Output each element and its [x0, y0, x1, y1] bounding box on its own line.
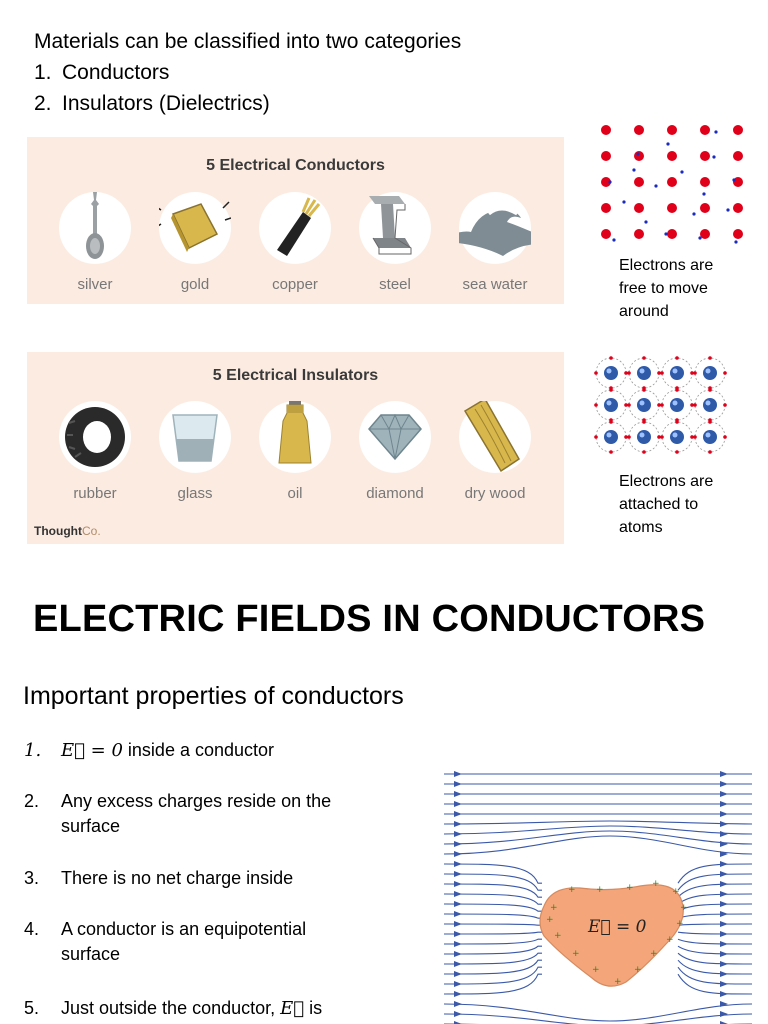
bound-electron — [708, 356, 712, 360]
insulator-note — [619, 470, 713, 539]
insulator-label: diamond — [366, 485, 424, 502]
conductor-item-steel — [345, 192, 445, 293]
field-arrow-right — [720, 881, 728, 887]
field-arrow-right — [720, 891, 728, 897]
field-arrow-right — [720, 911, 728, 917]
insulator-item-rubber — [45, 401, 145, 502]
surface-charge: + — [568, 885, 576, 895]
property-number: 4. — [24, 919, 40, 939]
intro-item-1 — [34, 57, 461, 88]
note-line: free to move — [619, 280, 708, 297]
atom-nucleus — [703, 430, 717, 444]
electron-dot — [664, 232, 667, 235]
conductors-title: 5 Electrical Conductors — [206, 157, 385, 174]
field-arrow-right — [720, 921, 728, 927]
bound-electron — [642, 388, 646, 392]
bound-electron — [723, 371, 727, 375]
field-arrow-right — [720, 801, 728, 807]
electron-dot — [702, 192, 705, 195]
bound-electron — [693, 403, 697, 407]
field-arrow-left — [454, 881, 462, 887]
electron-dot — [644, 220, 647, 223]
copper-wire-icon — [259, 192, 331, 264]
section-subheading: Important properties of conductors — [23, 682, 404, 710]
electron-dot — [666, 142, 669, 145]
field-line — [444, 864, 752, 883]
field-arrow-right — [720, 981, 728, 987]
conductor-field-lines-diagram — [440, 760, 758, 1024]
field-arrow-right — [720, 941, 728, 947]
bound-electron — [627, 403, 631, 407]
tire-icon — [59, 401, 131, 473]
field-arrow-right — [720, 781, 728, 787]
glass-icon — [159, 401, 231, 473]
conductor-item-silver — [45, 192, 145, 293]
property-number: 2. — [24, 791, 40, 811]
field-arrow-left — [454, 771, 462, 777]
property-text: A conductor is an equipotential surface — [61, 919, 307, 964]
field-arrow-right — [720, 871, 728, 877]
property-item — [24, 866, 364, 891]
field-arrow-right — [720, 861, 728, 867]
ion-dot — [700, 151, 710, 161]
field-arrow-right — [720, 771, 728, 777]
atom-nucleus — [670, 430, 684, 444]
electron-dot — [622, 200, 625, 203]
bound-electron — [693, 371, 697, 375]
field-arrow-right — [720, 931, 728, 937]
atom-nucleus — [637, 366, 651, 380]
property-math: E⃗ — [280, 998, 305, 1019]
ion-dot — [700, 203, 710, 213]
property-item — [24, 789, 364, 839]
atom-highlight — [673, 433, 678, 438]
insulators-panel — [27, 352, 564, 544]
field-arrow-left — [454, 961, 462, 967]
electron-dot — [732, 178, 735, 181]
insulator-item-glass — [145, 401, 245, 502]
field-arrow-left — [454, 831, 462, 837]
atom-highlight — [706, 369, 711, 374]
property-item — [24, 996, 364, 1021]
electron-dot — [698, 236, 701, 239]
surface-charge: + — [634, 965, 642, 975]
property-text: Any excess charges reside on the surface — [61, 791, 332, 836]
insulator-item-diamond — [345, 401, 445, 502]
intro-line: Materials can be classified into two categories — [34, 30, 462, 53]
conductor-item-sea-water — [445, 192, 545, 293]
insulator-label: oil — [287, 485, 303, 502]
bound-electron — [627, 371, 631, 375]
atom-nucleus — [604, 398, 618, 412]
atom-nucleus — [637, 398, 651, 412]
field-arrow-left — [454, 861, 462, 867]
electron-dot — [726, 208, 729, 211]
property-number: 5. — [24, 998, 40, 1018]
field-arrow-right — [720, 971, 728, 977]
electron-dot — [612, 238, 615, 241]
surface-charge: + — [652, 879, 660, 889]
field-line — [444, 821, 752, 824]
bound-electron — [708, 420, 712, 424]
ion-dot — [667, 125, 677, 135]
conductor-item-copper — [245, 192, 345, 293]
note-line: Electrons are — [619, 473, 714, 490]
bound-electron — [594, 435, 598, 439]
ion-dot — [601, 125, 611, 135]
field-arrow-left — [454, 841, 462, 847]
atom-nucleus — [637, 430, 651, 444]
atom-nucleus — [604, 430, 618, 444]
brand-suffix: Co. — [81, 524, 101, 538]
field-arrow-right — [720, 961, 728, 967]
field-arrow-left — [454, 821, 462, 827]
wood-plank-icon — [459, 401, 531, 473]
bound-electron — [723, 435, 727, 439]
bound-electron — [660, 435, 664, 439]
note-line: Electrons are — [619, 257, 714, 274]
property-text: Just outside the conductor, — [61, 998, 281, 1018]
bound-electron — [660, 371, 664, 375]
field-arrow-left — [454, 921, 462, 927]
surface-charge: + — [672, 887, 680, 897]
note-line: attached to — [619, 496, 699, 513]
property-math: E⃗ = 0 — [61, 740, 123, 761]
field-arrow-left — [454, 941, 462, 947]
bound-electron — [609, 420, 613, 424]
bound-electron — [675, 450, 679, 454]
ion-dot — [733, 229, 743, 239]
page-heading: ELECTRIC FIELDS IN CONDUCTORS — [33, 598, 706, 640]
diamond-icon — [359, 401, 431, 473]
insulator-label: dry wood — [464, 485, 526, 502]
electron-dot — [654, 184, 657, 187]
field-arrow-left — [454, 791, 462, 797]
free-electron-lattice-diagram — [596, 122, 746, 247]
gold-bar-icon — [159, 192, 231, 264]
surface-charge: + — [676, 919, 684, 929]
field-zero-label: E⃗ = 0 — [588, 917, 647, 937]
field-arrow-right — [720, 841, 728, 847]
atom-nucleus — [703, 366, 717, 380]
ion-dot — [634, 125, 644, 135]
conductor-label: steel — [379, 276, 411, 293]
intro-item-text: Insulators (Dielectrics) — [62, 92, 270, 115]
field-arrow-left — [454, 981, 462, 987]
oil-bottle-icon — [259, 401, 331, 473]
ion-dot — [634, 229, 644, 239]
conductors-panel — [27, 137, 564, 304]
ion-dot — [634, 151, 644, 161]
insulators-title: 5 Electrical Insulators — [212, 367, 379, 384]
field-arrow-left — [454, 911, 462, 917]
intro-item-2 — [34, 88, 461, 119]
surface-charge: + — [546, 915, 554, 925]
surface-charge: + — [550, 903, 558, 913]
property-number: 1. — [24, 740, 42, 761]
bound-electron — [675, 388, 679, 392]
bound-electron — [594, 371, 598, 375]
property-text: inside a conductor — [122, 740, 275, 760]
surface-charge: + — [614, 977, 622, 987]
ion-dot — [700, 125, 710, 135]
insulator-label: glass — [177, 485, 213, 502]
note-line: around — [619, 303, 669, 320]
field-line — [444, 1004, 752, 1021]
atom-nucleus — [670, 366, 684, 380]
property-text: is — [304, 998, 323, 1018]
insulator-item-oil — [245, 401, 345, 502]
silver-spoon-icon — [59, 192, 131, 264]
electron-dot — [636, 152, 639, 155]
electron-dot — [632, 168, 635, 171]
surface-charge: + — [680, 903, 688, 913]
field-arrow-right — [720, 1011, 728, 1017]
insulator-label: rubber — [73, 485, 117, 502]
field-arrow-right — [720, 831, 728, 837]
property-text: There is no net charge inside — [61, 868, 294, 888]
electron-dot — [734, 240, 737, 243]
ion-dot — [667, 229, 677, 239]
electron-dot — [692, 212, 695, 215]
bound-electron — [708, 388, 712, 392]
bound-electron — [609, 388, 613, 392]
ion-dot — [601, 229, 611, 239]
bound-electron — [642, 450, 646, 454]
atom-highlight — [706, 433, 711, 438]
atom-nucleus — [604, 366, 618, 380]
conductor-label: gold — [180, 276, 210, 293]
bound-electron — [708, 450, 712, 454]
property-number: 3. — [24, 868, 40, 888]
insulator-item-dry-wood — [445, 401, 545, 502]
surface-charge: + — [596, 885, 604, 895]
atom-nucleus — [670, 398, 684, 412]
note-line: atoms — [619, 519, 663, 536]
property-item — [24, 917, 364, 967]
bound-electron-lattice-diagram — [594, 355, 734, 460]
field-arrow-left — [454, 951, 462, 957]
bound-electron — [660, 403, 664, 407]
surface-charge: + — [650, 949, 658, 959]
field-arrow-left — [454, 1001, 462, 1007]
conductor-item-gold — [145, 192, 245, 293]
conductor-note — [619, 254, 713, 323]
ion-dot — [601, 151, 611, 161]
bound-electron — [693, 435, 697, 439]
conductor-label: silver — [77, 276, 113, 293]
wave-icon — [459, 192, 531, 264]
bound-electron — [609, 450, 613, 454]
field-arrow-right — [720, 821, 728, 827]
surface-charge: + — [666, 935, 674, 945]
bound-electron — [723, 403, 727, 407]
steel-beam-icon — [359, 192, 431, 264]
field-arrow-left — [454, 991, 462, 997]
surface-charge: + — [592, 965, 600, 975]
ion-dot — [733, 125, 743, 135]
ion-dot — [733, 151, 743, 161]
atom-highlight — [706, 401, 711, 406]
surface-charge: + — [626, 883, 634, 893]
bound-electron — [642, 420, 646, 424]
intro-item-text: Conductors — [62, 61, 170, 84]
atom-highlight — [607, 369, 612, 374]
field-line — [444, 826, 752, 834]
conductor-label: sea water — [462, 276, 528, 293]
field-arrow-right — [720, 901, 728, 907]
ion-dot — [634, 177, 644, 187]
atom-highlight — [673, 369, 678, 374]
ion-dot — [667, 151, 677, 161]
field-arrow-left — [454, 781, 462, 787]
atom-highlight — [673, 401, 678, 406]
bound-electron — [675, 420, 679, 424]
atom-nucleus — [703, 398, 717, 412]
property-item — [24, 738, 364, 763]
intro-item-number: 2. — [34, 92, 52, 115]
brand-text: Thought — [34, 524, 82, 538]
field-line — [444, 1014, 752, 1024]
ion-dot — [667, 203, 677, 213]
field-arrow-right — [720, 991, 728, 997]
bound-electron — [642, 356, 646, 360]
surface-charge: + — [572, 949, 580, 959]
ion-dot — [700, 177, 710, 187]
electron-dot — [714, 130, 717, 133]
intro-text — [34, 26, 461, 119]
ion-dot — [667, 177, 677, 187]
conductor-label: copper — [272, 276, 318, 293]
bound-electron — [609, 356, 613, 360]
bound-electron — [675, 356, 679, 360]
field-arrow-left — [454, 891, 462, 897]
field-arrow-right — [720, 951, 728, 957]
atom-highlight — [640, 433, 645, 438]
ion-dot — [601, 203, 611, 213]
field-line — [444, 836, 752, 854]
field-arrow-left — [454, 801, 462, 807]
electron-dot — [712, 155, 715, 158]
atom-highlight — [640, 369, 645, 374]
intro-item-number: 1. — [34, 61, 52, 84]
field-arrow-left — [454, 901, 462, 907]
electron-dot — [680, 170, 683, 173]
field-arrow-right — [720, 811, 728, 817]
bound-electron — [594, 403, 598, 407]
field-arrow-left — [454, 871, 462, 877]
field-arrow-left — [454, 931, 462, 937]
atom-highlight — [607, 401, 612, 406]
field-arrow-left — [454, 811, 462, 817]
atom-highlight — [640, 401, 645, 406]
field-arrow-left — [454, 851, 462, 857]
ion-dot — [733, 203, 743, 213]
thoughtco-logo — [34, 524, 101, 538]
electron-dot — [608, 180, 611, 183]
field-arrow-left — [454, 971, 462, 977]
surface-charge: + — [554, 931, 562, 941]
field-arrow-left — [454, 1011, 462, 1017]
field-arrow-right — [720, 791, 728, 797]
bound-electron — [627, 435, 631, 439]
ion-dot — [634, 203, 644, 213]
atom-highlight — [607, 433, 612, 438]
